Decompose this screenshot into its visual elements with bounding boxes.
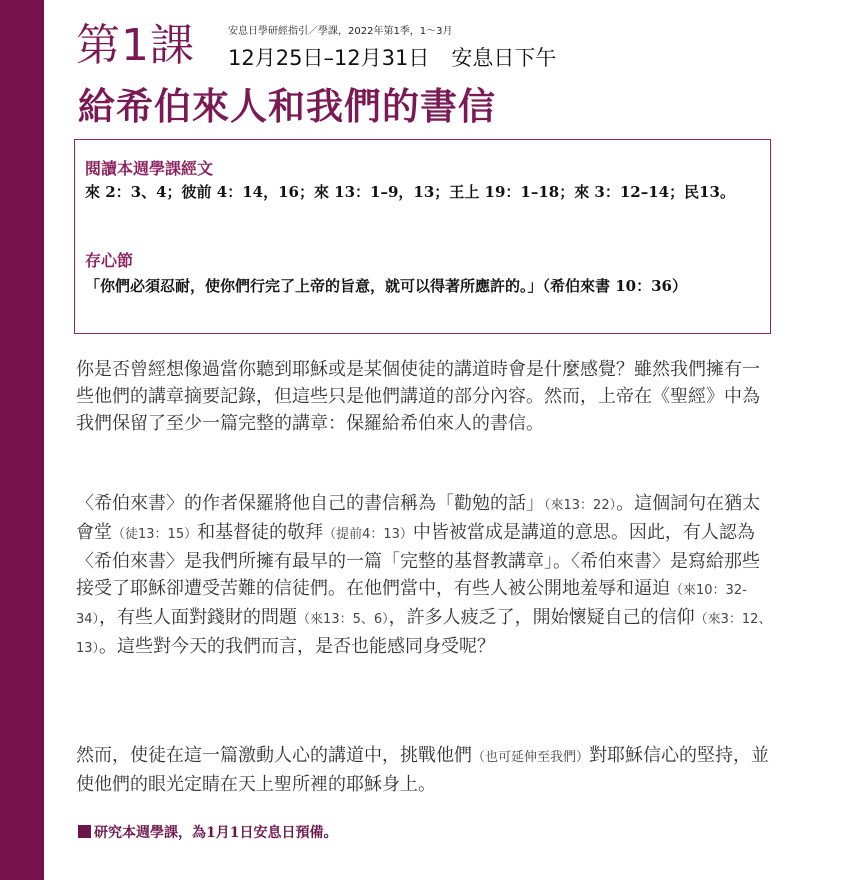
paragraph-2-text: 。這些對今天的我們而言，是否也能感同身受呢？ bbox=[99, 636, 496, 657]
page-title: 給希伯來人和我們的書信 bbox=[78, 84, 496, 128]
paragraph-2-text: 和基督徒的敬拜 bbox=[197, 522, 324, 543]
square-bullet-icon bbox=[78, 825, 91, 838]
series-info: 安息日學研經指引／學課，2022年第1季，1～3月 bbox=[228, 26, 453, 37]
reading-text: 來 2：3、4；彼前 4：14，16；來 13：1–9，13；王上 19：1–18；來 3：12–14；民13。 bbox=[85, 183, 735, 201]
paragraph-2-text: 中皆被當成是講道的意思。因此，有人認為〈希伯來書〉是我們所擁有最早的一篇「完整的基督教講章」。〈希伯來書〉是寫給那些接受了耶穌卻遭受苦難的信徒們。在他們當中，有些人被公開地羞辱和逼迫 bbox=[76, 522, 760, 599]
paragraph-2-text: 〈希伯來書〉的作者保羅將他自己的書信稱為「勸勉的話」 bbox=[76, 493, 544, 514]
date-range: 12月25日–12月31日 bbox=[228, 46, 430, 70]
paragraph-2-text: ，有些人面對錢財的問題 bbox=[99, 607, 298, 628]
side-color-band bbox=[0, 0, 44, 880]
paragraph-3 bbox=[76, 742, 776, 798]
date-line bbox=[228, 42, 556, 72]
memory-heading: 存心節 bbox=[85, 251, 134, 270]
parenthetical-note: （也可延伸至我們） bbox=[472, 750, 590, 765]
memory-text: 「你們必須忍耐，使你們行完了上帝的旨意，就可以得著所應許的。」（希伯來書 10：36） bbox=[85, 277, 687, 295]
scripture-ref: （來3：12、13） bbox=[76, 612, 772, 656]
paragraph-3-text: 對耶穌信心的堅持，並使他們的眼光定睛在天上聖所裡的耶穌身上。 bbox=[76, 745, 770, 795]
scripture-ref: （來13：5、6） bbox=[297, 612, 389, 627]
scripture-ref: （來10：32-34） bbox=[76, 583, 747, 627]
paragraph-1: 你是否曾經想像過當你聽到耶穌或是某個使徒的講道時會是什麼感覺？雖然我們擁有一些他們的講章摘要記錄，但這些只是他們講道的部分內容。然而，上帝在《聖經》中為我們保留了至少一篇完整的講章：保羅給希伯來人的書信。 bbox=[76, 359, 760, 434]
scripture-ref: （提前4：13） bbox=[323, 527, 413, 542]
lesson-number: 第1課 bbox=[76, 20, 195, 71]
reading-heading: 閱讀本週學課經文 bbox=[85, 159, 214, 178]
paragraph-2 bbox=[76, 490, 776, 662]
study-footer bbox=[78, 822, 337, 842]
scripture-ref: （來13：22） bbox=[544, 498, 617, 513]
paragraph-2-text: ，許多人疲乏了，開始懷疑自己的信仰 bbox=[388, 607, 695, 628]
footer-text: 研究本週學課，為1月1日安息日預備。 bbox=[94, 825, 338, 841]
paragraph-2-text: 。這個詞句在猶太會堂 bbox=[76, 493, 761, 543]
reading-box bbox=[74, 139, 771, 334]
day-label: 安息日下午 bbox=[451, 46, 557, 70]
paragraph-3-text: 然而，使徒在這一篇激動人心的講道中，挑戰他們 bbox=[76, 745, 472, 766]
scripture-ref: （徒13：15） bbox=[112, 527, 198, 542]
document-page bbox=[44, 0, 855, 880]
